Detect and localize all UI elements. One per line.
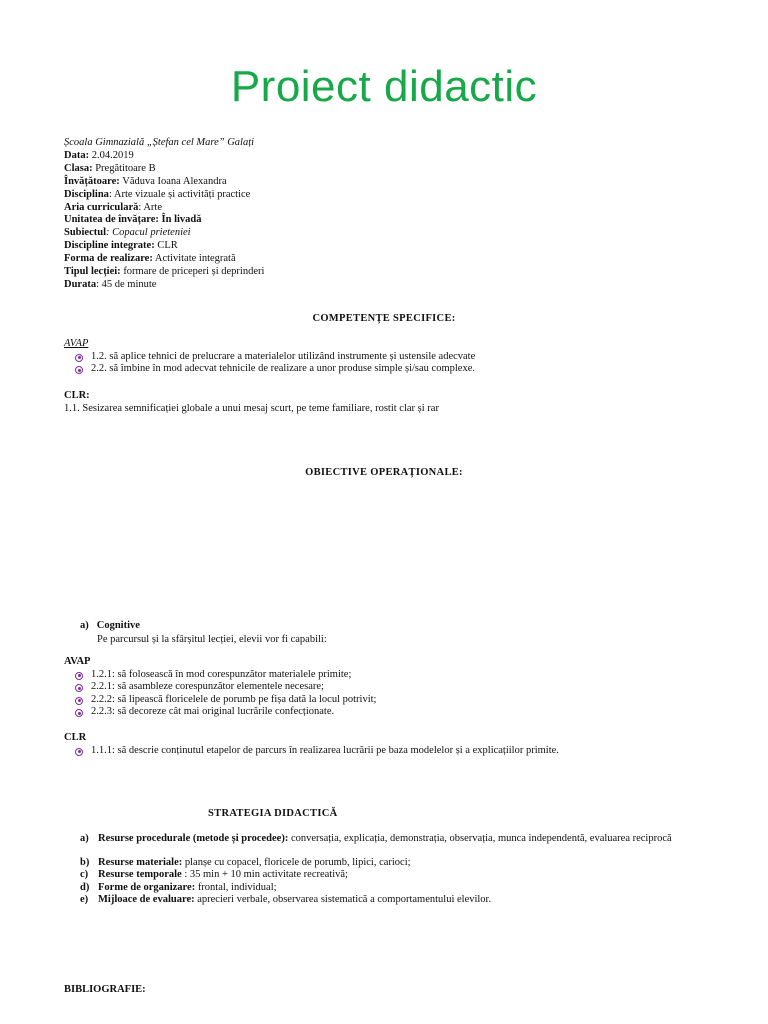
competences-avap (64, 338, 475, 376)
duration-line (64, 279, 264, 292)
date-line (64, 150, 264, 163)
circle-bullet-icon (75, 684, 83, 692)
cognitive-intro: Pe parcursul și la sfârșitul lecției, elevii vor fi capabili: (97, 633, 327, 645)
teacher-value: Văduva Ioana Alexandra (119, 175, 227, 187)
clr-competence: 1.1. Sesizarea semnificației globale a unui mesaj scurt, pe teme familiare, rostit clar și rar (64, 402, 439, 414)
circle-bullet-icon (75, 672, 83, 680)
duration-label: Durata (64, 278, 97, 290)
form-value: Activitate integrată (152, 253, 236, 265)
curriculum-area-value: : Arte (138, 201, 162, 213)
circle-bullet-icon (75, 748, 83, 756)
list-item: e) Mijloace de evaluare: aprecieri verbale, observarea sistematică a comportamentului elevilor. (80, 894, 492, 905)
list-item: c) Resurse temporale : 35 min + 10 min activitate recreativă; (80, 869, 348, 880)
clr-objective-list (64, 745, 559, 758)
circle-bullet-icon (75, 354, 83, 362)
integrated-value: CLR (154, 240, 178, 252)
list-item: 1.2. să aplice tehnici de prelucrare a materialelor utilizând instrumente și ustensile adecvate (75, 351, 475, 364)
strategy-heading: STRATEGIA DIDACTICĂ (208, 808, 338, 819)
integrated-label: Discipline integrate: (64, 240, 155, 252)
lesson-type-value: formare de priceperi și deprinderi (120, 266, 265, 278)
cognitive-title (80, 620, 327, 633)
objectives-heading: OBIECTIVE OPERAȚIONALE: (305, 467, 463, 478)
teacher-line (64, 176, 264, 189)
list-item: 2.2.3: să decoreze cât mai original lucrările confecționate. (75, 706, 376, 719)
avap-competence-list (64, 351, 475, 376)
learning-unit-value: : În livadă (155, 214, 202, 226)
avap-label: AVAP (64, 338, 89, 349)
circle-bullet-icon (75, 366, 83, 374)
objectives-avap (64, 656, 376, 719)
lesson-type-line (64, 266, 264, 279)
strategy-list (80, 833, 672, 907)
discipline-label: Disciplina (64, 188, 109, 200)
curriculum-area-label: Aria curriculară (64, 201, 139, 213)
discipline-line (64, 189, 264, 202)
list-item: 2.2. să îmbine în mod adecvat tehnicile de realizare a unor produse simple și/sau complexe. (75, 363, 475, 376)
class-label: Clasa: (64, 162, 93, 174)
list-item: 1.1.1: să descrie conținutul etapelor de parcurs în realizarea lucrării pe baza modelelor și a explicațiilor primite. (75, 745, 559, 758)
class-line (64, 163, 264, 176)
list-item: 1.2.1: să folosească în mod corespunzător materialele primite; (75, 669, 376, 682)
list-item: 2.2.2: să lipească floricelele de porumb pe fișa dată la locul potrivit; (75, 694, 376, 707)
lesson-type-label: Tipul lecției: (64, 266, 121, 278)
date-value: 2.04.2019 (89, 149, 134, 161)
subject-value: : Copacul prieteniei (106, 227, 191, 239)
school-name: Școala Gimnazială „Ștefan cel Mare” Galați (64, 137, 255, 148)
cognitive-label: Cognitive (96, 620, 140, 631)
learning-unit-line (64, 214, 264, 227)
document-title: Proiect didactic (230, 62, 538, 111)
cognitive-section (80, 620, 327, 646)
competences-heading: COMPETENȚE SPECIFICE: (312, 313, 456, 324)
class-value: Pregătitoare B (92, 162, 156, 174)
bibliography-heading: BIBLIOGRAFIE: (64, 984, 146, 995)
subject-label: Subiectul (64, 227, 107, 239)
teacher-label: Învățătoare: (64, 175, 120, 187)
list-item: b) Resurse materiale: planșe cu copacel, floricele de porumb, lipici, carioci; (80, 856, 411, 868)
objectives-avap-label: AVAP (64, 656, 91, 667)
avap-objective-list (64, 669, 376, 719)
subject-line (64, 227, 264, 240)
date-label: Data: (64, 149, 90, 161)
circle-bullet-icon (75, 709, 83, 717)
objectives-clr (64, 732, 559, 757)
discipline-value: : Arte vizuale și activități practice (108, 188, 251, 200)
form-line (64, 253, 264, 266)
list-item: d) Forme de organizare: frontal, individual; (80, 881, 277, 893)
list-item: a) Resurse procedurale (metode și procedee): conversația, explicația, demonstrația, observația, munca independentă, evaluarea reciprocă (80, 833, 672, 844)
header-info (64, 137, 264, 292)
objectives-clr-label: CLR (64, 732, 87, 743)
form-label: Forma de realizare: (64, 253, 153, 265)
competences-clr (64, 390, 439, 415)
duration-value: : 45 de minute (96, 278, 157, 290)
circle-bullet-icon (75, 697, 83, 705)
list-item: 2.2.1: să asambleze corespunzător elementele necesare; (75, 681, 376, 694)
cognitive-letter: a) (80, 620, 89, 631)
curriculum-area-line (64, 202, 264, 215)
integrated-line (64, 240, 264, 253)
clr-label: CLR: (64, 390, 90, 401)
learning-unit-label: Unitatea de învățare (64, 214, 156, 226)
